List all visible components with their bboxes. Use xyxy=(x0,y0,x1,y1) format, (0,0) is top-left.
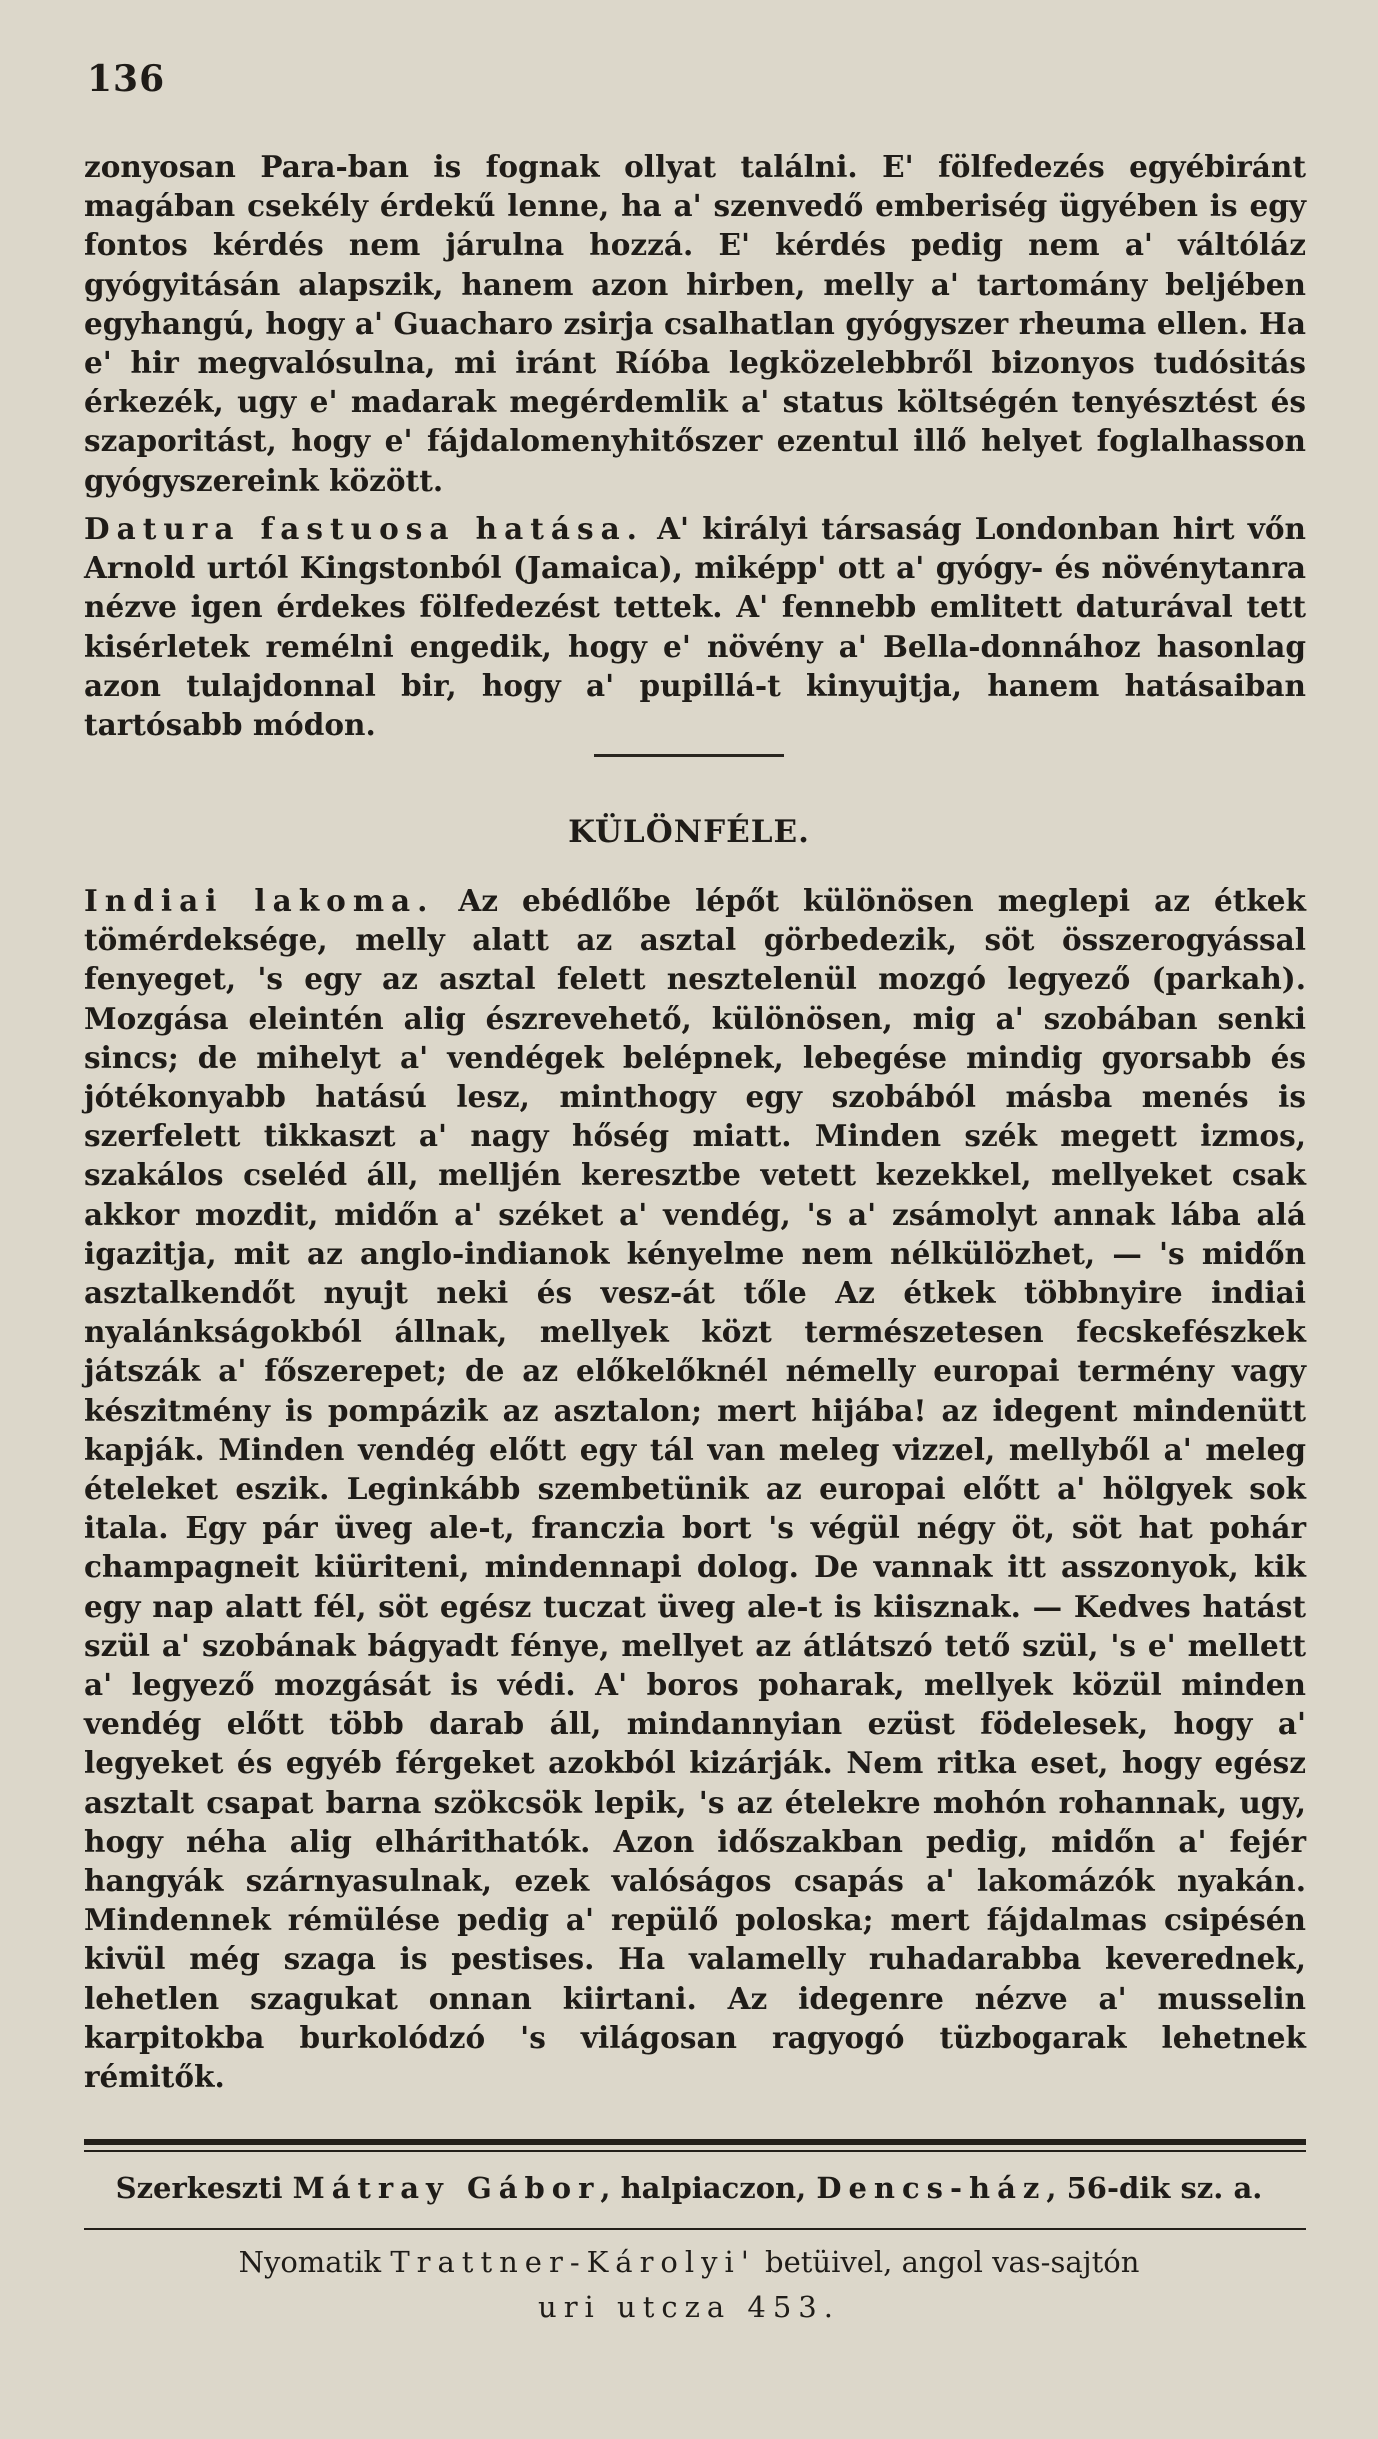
section-divider xyxy=(594,754,784,757)
editor-name: Mátray Gábor xyxy=(292,2171,601,2205)
printer-street: uri utcza 453. xyxy=(538,2290,840,2324)
editor-house: Dencs-ház xyxy=(816,2171,1047,2205)
indian-feast-lead-heading: Indiai lakoma. xyxy=(84,883,435,918)
editor-prefix: Szerkeszti xyxy=(115,2171,293,2205)
section-heading: KÜLÖNFÉLE. xyxy=(568,814,810,850)
article-paragraph-datura xyxy=(84,509,1306,744)
colophon-thin-rule-top xyxy=(84,2150,1306,2152)
article-indian-feast xyxy=(84,881,1306,2096)
printer-prefix: Nyomatik xyxy=(238,2245,391,2279)
article-paragraph-guacharo: zonyosan Para-ban is fognak ollyat találni. E' fölfedezés egyébiránt magában csekély érdekű lenne, ha a' szenvedő emberiség ügyében is egy fontos kérdés nem járulna hozzá. E' kérdés pedig nem a' váltóláz gyógyitásán alapszik, hanem azon hirben, melly a' tartomány beljében egyhangú, hogy a' Guacharo zsirja csalhatlan gyógyszer rheuma ellen. Ha e' hir megvalósulna, mi iránt Ríóba legközelebbről bizonyos tudósitás érkezék, ugy e' madarak megérdemlik a' status költségén tenyésztést és szaporitást, hogy e' fájdalomenyhitőszer ezentul illő helyet foglalhasson gyógyszereink között. xyxy=(84,149,1306,498)
printer-name: Trattner-Károlyi' xyxy=(390,2245,756,2279)
indian-feast-body: Az ebédlőbe lépőt különösen meglepi az étkek tömérdeksége, melly alatt az asztal görbedezik, söt összerogyással fenyeget, 's egy az asztal felett nesztelenül mozgó legyező (parkah). Mozgása eleintén alig észrevehető, különösen, mig a' szobában senki sincs; de mihelyt a' vendégek belépnek, lebegése mindig gyorsabb és jótékonyabb hatású lesz, minthogy egy szobából másba menés is szerfelett tikkaszt a' nagy hőség miatt. Minden szék megett izmos, szakálos cseléd áll, melljén keresztbe vetett kezekkel, mellyeket csak akkor mozdit, midőn a' széket a' vendég, 's a' zsámolyt annak lába alá igazitja, mit az anglo-indianok kényelme nem nélkülözhet, — 's midőn asztalkendőt nyujt neki és vesz-át tőle Az étkek többnyire indiai nyalánkságokból állnak, mellyek közt természetesen fecskefészkek játszák a' főszerepet; de az előkelőknél némelly europai termény vagy készitmény is pompázik az asztalon; mert hijába! az idegent mindenütt kapják. Minden vendég előtt egy tál van meleg vizzel, mellyből a' meleg ételeket eszik. Leginkább szembetünik az europai előtt a' hölgyek sok itala. Egy pár üveg ale-t, franczia bort 's végül négy öt, söt hat pohár champagneit kiüriteni, mindennapi dolog. De vannak itt asszonyok, kik egy nap alatt fél, söt egész tuczat üveg ale-t is kiisznak. — Kedves hatást szül a' szobának bágyadt fénye, mellyet az átlátszó tető szül, 's e' mellett a' legyező mozgását is védi. A' boros poharak, mellyek közül minden vendég előtt több darab áll, mindannyian ezüst födelesek, hogy a' legyeket és egyéb férgeket azokból kizárják. Nem ritka eset, hogy egész asztalt csapat barna szökcsök lepik, 's az ételekre mohón rohannak, ugy, hogy néha alig elhárithatók. Azon időszakban pedig, midőn a' fejér hangyák szárnyasulnak, ezek valóságos csapás a' lakomázók nyakán. Mindennek rémülése pedig a' repülő poloska; mert fájdalmas csipésén kivül még szaga is pestises. Ha valamelly ruhadarabba keverednek, lehetlen szagukat onnan kiirtani. Az idegenre nézve a' musselin karpitokba burkolódzó 's világosan ragyogó tüzbogarak lehetnek rémitők. xyxy=(84,883,1306,2095)
printer-suffix: betüivel, angol vas-sajtón xyxy=(755,2245,1140,2279)
datura-lead-heading: Datura fastuosa hatása. xyxy=(84,511,644,546)
page-number: 136 xyxy=(87,58,166,100)
editor-line xyxy=(0,2171,1378,2205)
colophon-thick-rule xyxy=(84,2139,1306,2145)
printer-line xyxy=(0,2245,1378,2279)
editor-mid: , halpiaczon, xyxy=(600,2171,817,2205)
colophon-thin-rule-bottom xyxy=(84,2228,1306,2230)
editor-suffix: , 56-dik sz. a. xyxy=(1046,2171,1263,2205)
datura-body-text: A' királyi társaság Londonban hirt vőn Arnold urtól Kingstonból (Jamaica), miképp' ott a' gyógy- és növénytanra nézve igen érdekes fölfedezést tettek. A' fennebb emlitett daturával tett kisérletek remélni engedik, hogy e' növény a' Bella-donnához hasonlag azon tulajdonnal bir, hogy a' pupillá-t kinyujtja, hanem hatásaiban tartósabb módon. xyxy=(84,511,1306,743)
